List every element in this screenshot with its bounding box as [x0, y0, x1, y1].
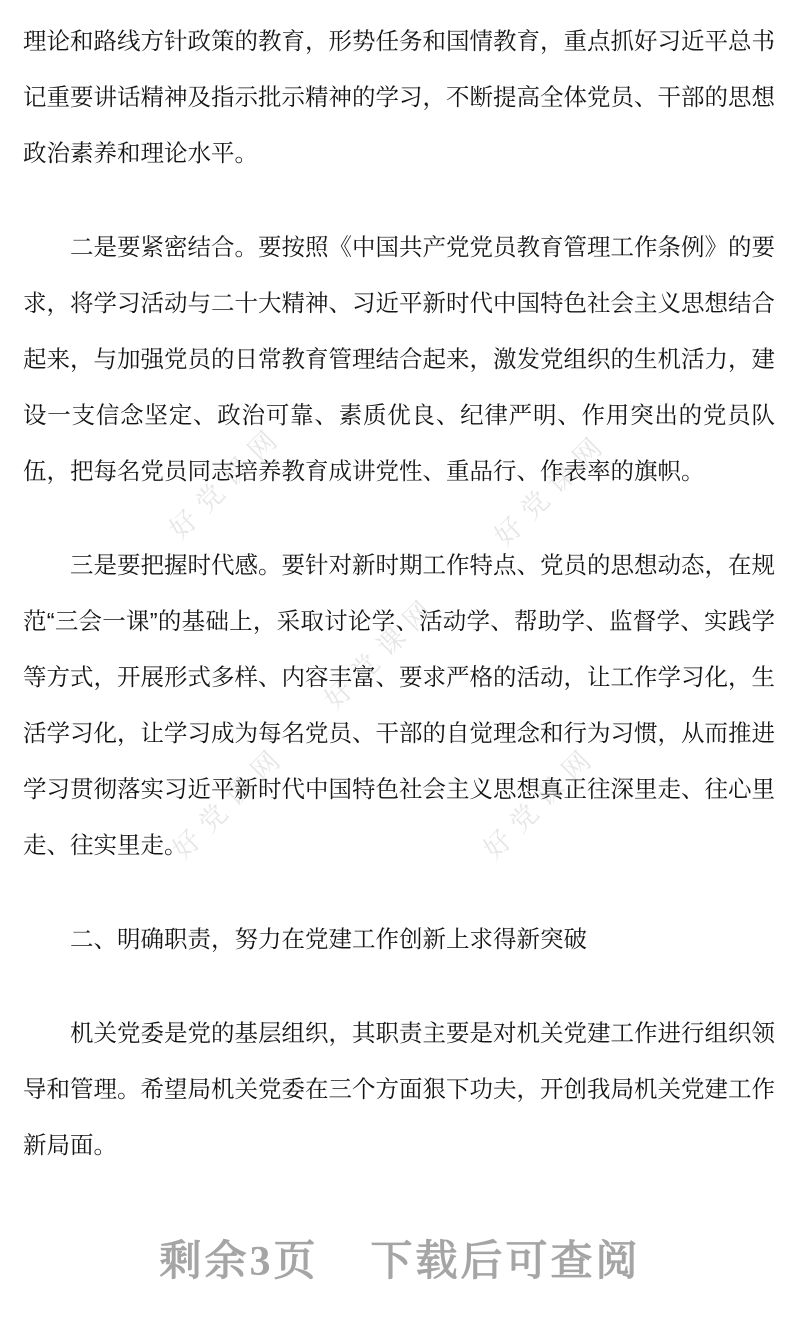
watermark-text: 好党课网: [477, 738, 604, 865]
paragraph-body: 三是要把握时代感。要针对新时期工作特点、党员的思想动态，在规范“三会一课”的基础上，采取讨论学、活动学、帮助学、监督学、实践学等方式，开展形式多样、内容丰富、要求严格的活动，让工作学习化，生活学习化，让学习成为每名党员、干部的自觉理念和行为习惯，从而推进学习贯彻落实习近平新时代中国特色社会主义思想真正往深里走、往心里走、往实里走。: [23, 552, 775, 858]
watermark-text: 好党课网: [163, 418, 290, 545]
paragraph-body: 机关党委是党的基层组织，其职责主要是对机关党建工作进行组织领导和管理。希望局机关党委在三个方面狠下功夫，开创我局机关党建工作新局面。: [23, 1020, 775, 1158]
remaining-pages-label: 剩余3页: [159, 1239, 319, 1285]
watermark-text: 好党课网: [318, 588, 445, 715]
section-heading: 二、明确职责，努力在党建工作创新上求得新突破: [70, 926, 587, 952]
watermark-text: 好党课网: [488, 425, 615, 552]
download-hint-label: 下载后可查阅: [370, 1239, 641, 1285]
page-footer-notice: [0, 1228, 800, 1288]
paragraph-body: 理论和路线方针政策的教育，形势任务和国情教育，重点抓好习近平总书记重要讲话精神及指示批示精神的学习，不断提高全体党员、干部的思想政治素养和理论水平。: [23, 28, 775, 166]
paragraph-body: 二是要紧密结合。要按照《中国共产党党员教育管理工作条例》的要求，将学习活动与二十大精神、习近平新时代中国特色社会主义思想结合起来，与加强党员的日常教育管理结合起来，激发党组织的生机活力，建设一支信念坚定、政治可靠、素质优良、纪律严明、作用突出的党员队伍，把每名党员同志培养教育成讲党性、重品行、作表率的旗帜。: [23, 234, 775, 484]
watermark-text: 好党课网: [166, 738, 293, 865]
